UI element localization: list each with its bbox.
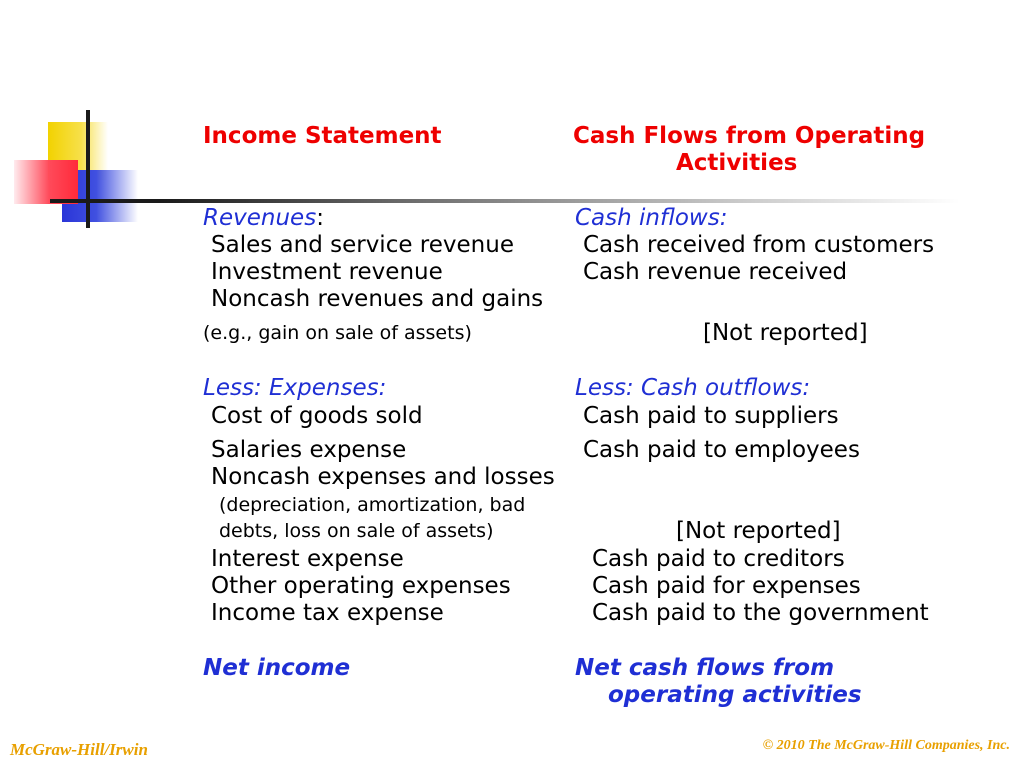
inflow-not-reported: [Not reported]	[703, 320, 868, 346]
revenues-label: Revenues	[203, 205, 317, 231]
outflow-item-expenses: Cash paid for expenses	[592, 573, 861, 599]
cash-flows-heading-line2: Activities	[676, 150, 798, 176]
revenue-item-noncash: Noncash revenues and gains	[211, 286, 544, 312]
revenues-colon: :	[316, 205, 324, 231]
decorative-vertical-line	[86, 110, 90, 228]
net-income-label: Net income	[203, 655, 351, 681]
net-cash-flows-line2: operating activities	[608, 682, 862, 708]
expense-item-interest: Interest expense	[211, 546, 404, 572]
copyright-footer: © 2010 The McGraw-Hill Companies, Inc.	[762, 738, 1010, 753]
cash-flows-heading-line1: Cash Flows from Operating	[573, 123, 926, 149]
expense-item-noncash: Noncash expenses and losses	[211, 464, 555, 490]
inflow-item-customers: Cash received from customers	[583, 232, 935, 258]
inflow-item-revenue: Cash revenue received	[583, 259, 848, 285]
outflow-item-creditors: Cash paid to creditors	[592, 546, 845, 572]
outflow-not-reported: [Not reported]	[676, 518, 841, 544]
revenue-note: (e.g., gain on sale of assets)	[203, 322, 472, 344]
expense-item-salaries: Salaries expense	[211, 437, 407, 463]
expenses-label: Less: Expenses:	[203, 375, 387, 401]
expense-item-cogs: Cost of goods sold	[211, 403, 423, 429]
outflow-item-employees: Cash paid to employees	[583, 437, 860, 463]
outflow-item-government: Cash paid to the government	[592, 600, 929, 626]
income-statement-heading: Income Statement	[203, 123, 442, 149]
publisher-footer: McGraw-Hill/Irwin	[10, 740, 148, 759]
cash-outflows-label: Less: Cash outflows:	[575, 375, 811, 401]
revenue-item-investment: Investment revenue	[211, 259, 443, 285]
expense-note-line2: debts, loss on sale of assets)	[219, 520, 494, 542]
decorative-red-square	[14, 160, 78, 204]
cash-inflows-label: Cash inflows:	[575, 205, 728, 231]
title-divider-line	[50, 199, 960, 203]
expense-note-line1: (depreciation, amortization, bad	[219, 494, 526, 516]
expense-item-income-tax: Income tax expense	[211, 600, 444, 626]
expense-item-other: Other operating expenses	[211, 573, 511, 599]
outflow-item-suppliers: Cash paid to suppliers	[583, 403, 839, 429]
revenues-label-row	[203, 205, 324, 231]
revenue-item-sales: Sales and service revenue	[211, 232, 514, 258]
net-cash-flows-line1: Net cash flows from	[575, 655, 835, 681]
